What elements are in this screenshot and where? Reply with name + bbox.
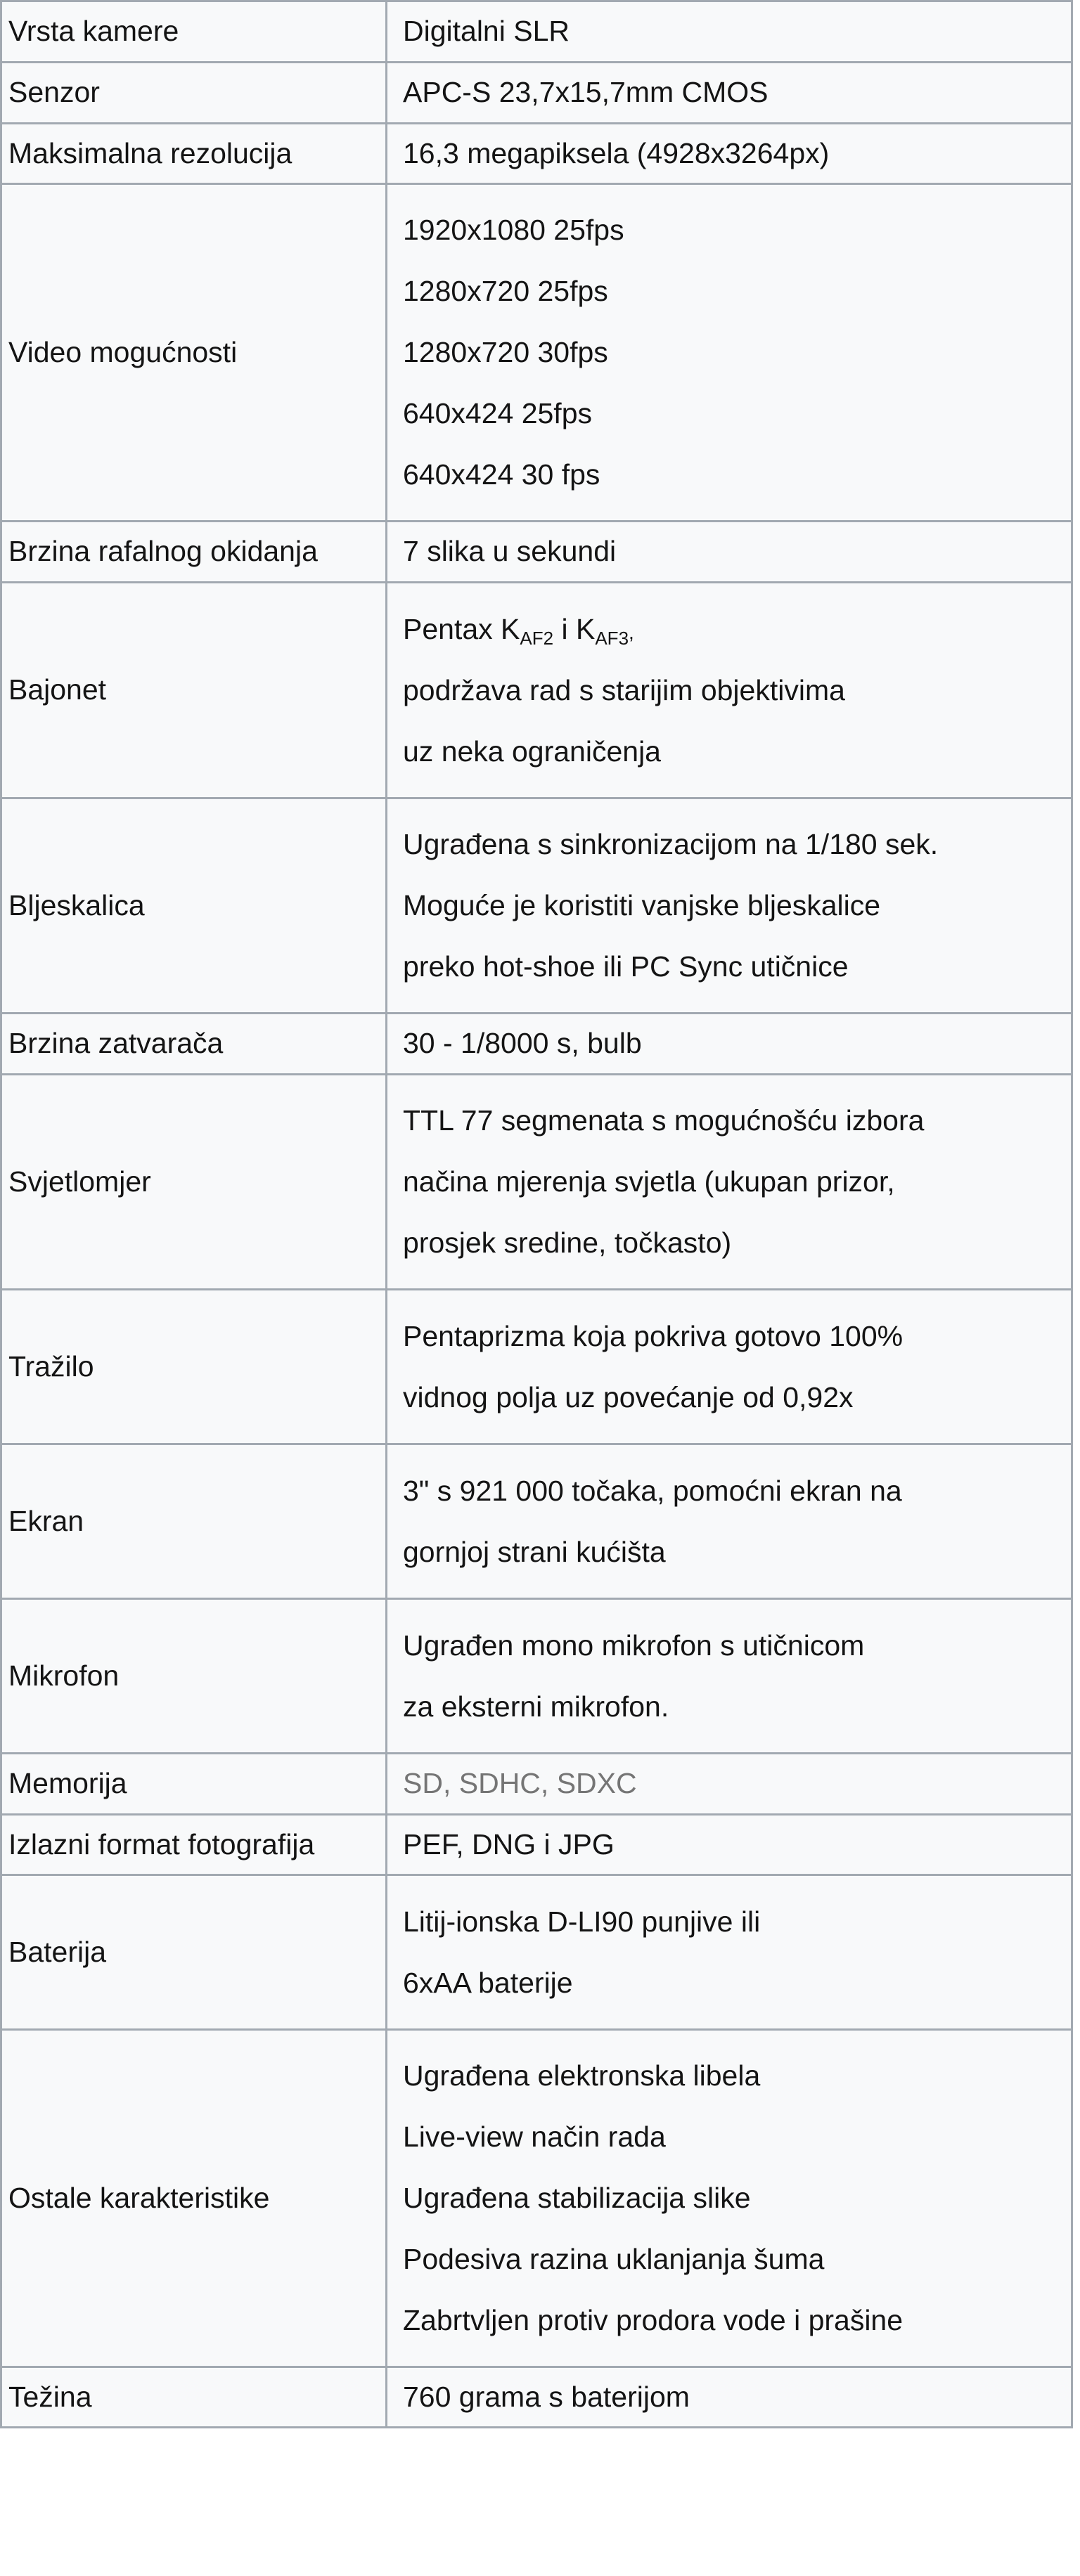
feature-line: Ugrađena elektronska libela bbox=[403, 2059, 761, 2092]
spec-label: Senzor bbox=[1, 63, 387, 124]
mount-types-line: Pentax $K_{AF2}$ i $K_{AF3}$, bbox=[403, 612, 634, 649]
spec-value bbox=[387, 1875, 1072, 2030]
feature-line: Live-view način rada bbox=[403, 2121, 666, 2153]
spec-row-viewfinder bbox=[1, 1290, 1072, 1444]
spec-label: Video mogućnosti bbox=[1, 184, 387, 522]
video-mode-line: 640x424 30 fps bbox=[403, 458, 600, 491]
flash-line: Moguće je koristiti vanjske bljeskalice bbox=[403, 889, 881, 921]
spec-row-max-resolution bbox=[1, 124, 1072, 184]
spec-row-camera-type bbox=[1, 1, 1072, 63]
light-meter-line: prosjek sredine, točkasto) bbox=[403, 1226, 732, 1259]
spec-label: Bajonet bbox=[1, 583, 387, 798]
screen-line: gornjoj strani kućišta bbox=[403, 1535, 666, 1568]
spec-row-other-features bbox=[1, 2030, 1072, 2367]
flash-line: Ugrađena s sinkronizacijom na 1/180 sek. bbox=[403, 828, 939, 860]
spec-label: Težina bbox=[1, 2367, 387, 2428]
light-meter-line: načina mjerenja svjetla (ukupan prizor, bbox=[403, 1165, 895, 1198]
feature-line: Podesiva razina uklanjanja šuma bbox=[403, 2243, 825, 2275]
spec-value: 760 grama s baterijom bbox=[387, 2367, 1072, 2428]
spec-row-output-format bbox=[1, 1815, 1072, 1875]
spec-row-screen bbox=[1, 1444, 1072, 1599]
feature-line: Ugrađena stabilizacija slike bbox=[403, 2182, 751, 2214]
spec-label: Izlazni format fotografija bbox=[1, 1815, 387, 1875]
spec-label: Vrsta kamere bbox=[1, 1, 387, 63]
spec-label: Ekran bbox=[1, 1444, 387, 1599]
spec-row-battery bbox=[1, 1875, 1072, 2030]
memory-card-link[interactable]: SD, SDHC, SDXC bbox=[387, 1754, 1072, 1815]
mount-note-line: podržava rad s starijim objektivima bbox=[403, 673, 845, 706]
spec-row-microphone bbox=[1, 1599, 1072, 1754]
spec-row-burst-speed bbox=[1, 522, 1072, 583]
spec-value bbox=[387, 583, 1072, 798]
spec-label: Tražilo bbox=[1, 1290, 387, 1444]
spec-value bbox=[387, 1599, 1072, 1754]
viewfinder-line: vidnog polja uz povećanje od 0,92x bbox=[403, 1380, 854, 1413]
video-mode-line: 1280x720 30fps bbox=[403, 336, 608, 368]
spec-value bbox=[387, 2030, 1072, 2367]
spec-label: Svjetlomjer bbox=[1, 1075, 387, 1290]
feature-line: Zabrtvljen protiv prodora vode i prašine bbox=[403, 2304, 904, 2336]
spec-value: 30 - 1/8000 s, bulb bbox=[387, 1014, 1072, 1075]
spec-value bbox=[387, 184, 1072, 522]
spec-value: Digitalni SLR bbox=[387, 1, 1072, 63]
spec-value bbox=[387, 1075, 1072, 1290]
spec-value: 16,3 megapiksela (4928x3264px) bbox=[387, 124, 1072, 184]
spec-row-weight bbox=[1, 2367, 1072, 2428]
spec-row-mount bbox=[1, 583, 1072, 798]
spec-value: PEF, DNG i JPG bbox=[387, 1815, 1072, 1875]
spec-label: Baterija bbox=[1, 1875, 387, 2030]
spec-row-sensor bbox=[1, 63, 1072, 124]
mount-subscript-af2: AF2 bbox=[520, 627, 554, 649]
spec-value: APC-S 23,7x15,7mm CMOS bbox=[387, 63, 1072, 124]
viewfinder-line: Pentaprizma koja pokriva gotovo 100% bbox=[403, 1319, 904, 1352]
video-mode-line: 1920x1080 25fps bbox=[403, 214, 624, 246]
spec-row-flash bbox=[1, 798, 1072, 1014]
video-mode-line: 1280x720 25fps bbox=[403, 275, 608, 307]
spec-label: Ostale karakteristike bbox=[1, 2030, 387, 2367]
spec-label: Brzina rafalnog okidanja bbox=[1, 522, 387, 583]
microphone-line: Ugrađen mono mikrofon s utičnicom bbox=[403, 1629, 865, 1662]
spec-row-video bbox=[1, 184, 1072, 522]
microphone-line: za eksterni mikrofon. bbox=[403, 1690, 669, 1723]
spec-label: Bljeskalica bbox=[1, 798, 387, 1014]
light-meter-line: TTL 77 segmenata s mogućnošću izbora bbox=[403, 1104, 925, 1137]
spec-label: Brzina zatvarača bbox=[1, 1014, 387, 1075]
video-mode-line: 640x424 25fps bbox=[403, 397, 593, 429]
spec-label: Mikrofon bbox=[1, 1599, 387, 1754]
flash-line: preko hot-shoe ili PC Sync utičnice bbox=[403, 950, 849, 983]
spec-label: Maksimalna rezolucija bbox=[1, 124, 387, 184]
battery-line: 6xAA baterije bbox=[403, 1966, 573, 1999]
spec-value bbox=[387, 1290, 1072, 1444]
spec-value bbox=[387, 1444, 1072, 1599]
spec-value bbox=[387, 798, 1072, 1014]
battery-line: Litij-ionska D-LI90 punjive ili bbox=[403, 1905, 761, 1938]
spec-row-shutter-speed bbox=[1, 1014, 1072, 1075]
spec-row-memory bbox=[1, 1754, 1072, 1815]
mount-note-line: uz neka ograničenja bbox=[403, 734, 661, 768]
spec-row-light-meter bbox=[1, 1075, 1072, 1290]
spec-value: 7 slika u sekundi bbox=[387, 522, 1072, 583]
mount-subscript-af3: AF3 bbox=[595, 627, 629, 649]
screen-line: 3" s 921 000 točaka, pomoćni ekran na bbox=[403, 1474, 902, 1507]
spec-label: Memorija bbox=[1, 1754, 387, 1815]
